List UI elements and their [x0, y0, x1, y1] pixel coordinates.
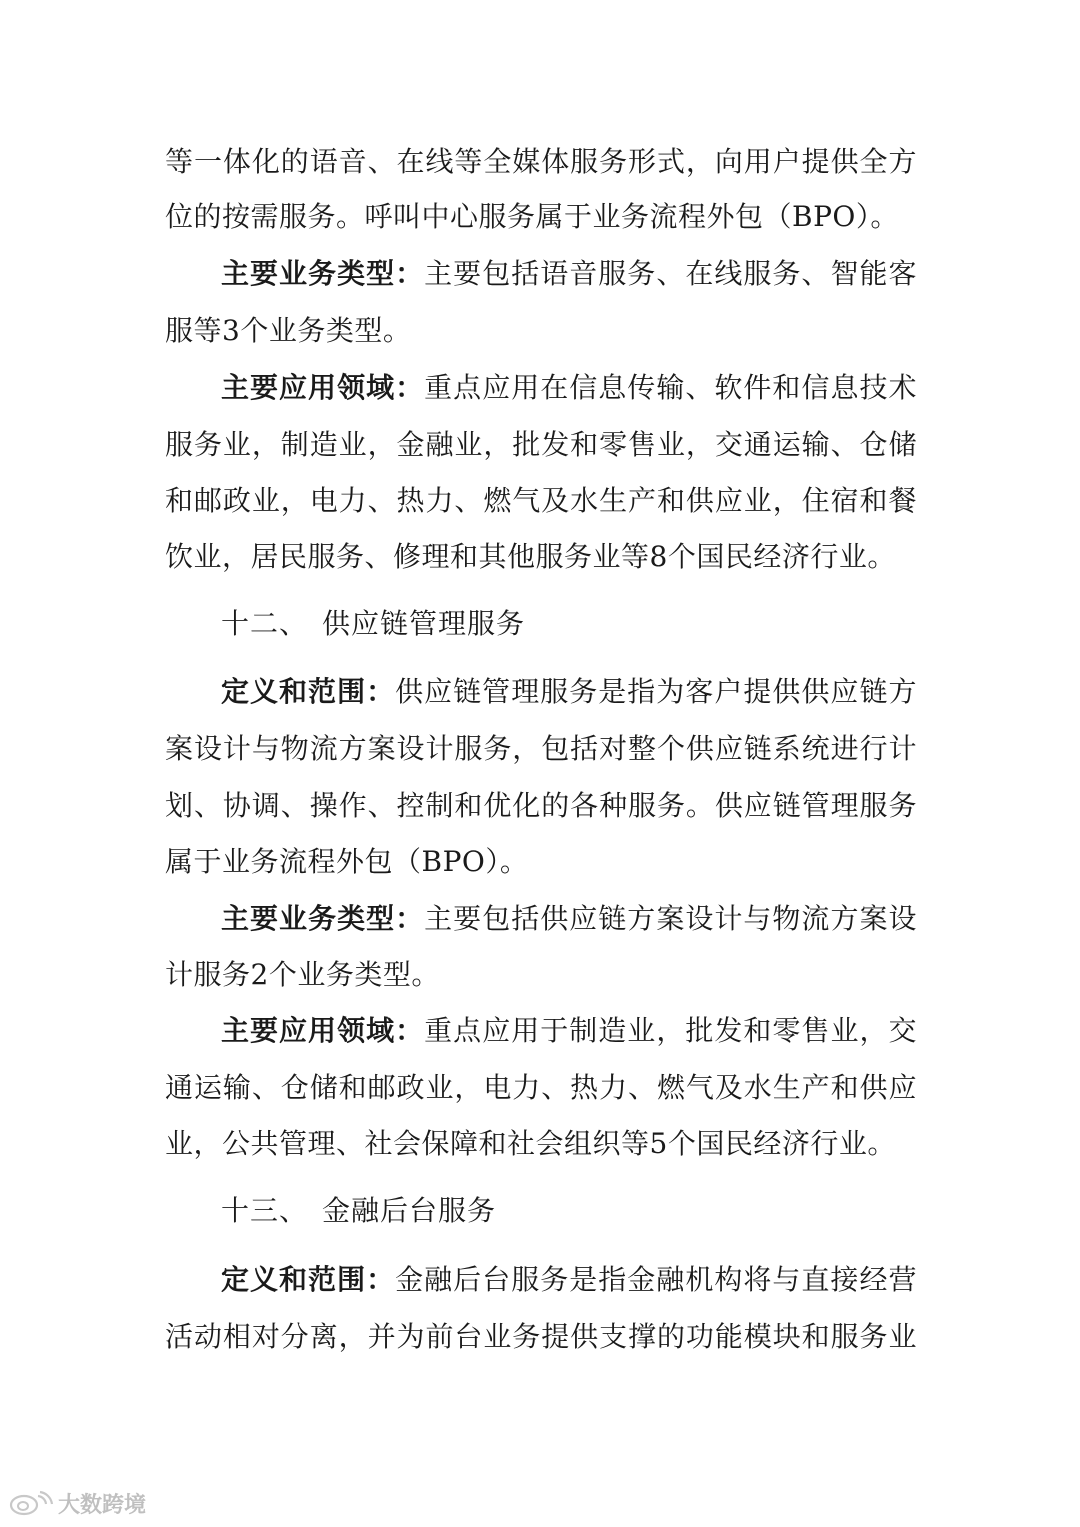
paragraph-line [221, 899, 917, 939]
weibo-logo-icon [8, 1490, 54, 1516]
paragraph-text: 重点应用于制造业，批发和零售业，交 [424, 1014, 917, 1047]
section-label: 主要应用领域： [221, 371, 425, 404]
watermark-text: 大数跨境 [58, 1492, 147, 1518]
heading-title: 供应链管理服务 [322, 607, 526, 640]
paragraph-text: 重点应用在信息传输、软件和信息技术 [424, 371, 917, 404]
paragraph-line [221, 672, 917, 712]
paragraph-line: 饮业，居民服务、修理和其他服务业等8个国民经济行业。 [165, 540, 896, 573]
paragraph-text: 主要包括语音服务、在线服务、智能客 [424, 257, 917, 290]
paragraph-line: 划、协调、操作、控制和优化的各种服务。供应链管理服务 [165, 789, 917, 822]
paragraph-text: 主要包括供应链方案设计与物流方案设 [424, 902, 917, 935]
heading-number: 十三、 [221, 1194, 309, 1227]
section-label: 定义和范围： [221, 675, 396, 708]
section-label: 主要业务类型： [221, 257, 425, 290]
paragraph-text: 金融后台服务是指金融机构将与直接经营 [395, 1263, 917, 1296]
paragraph-line: 服等3个业务类型。 [165, 314, 412, 347]
heading-number: 十二、 [221, 607, 309, 640]
paragraph-line: 位的按需服务。呼叫中心服务属于业务流程外包（BPO）。 [165, 200, 899, 233]
heading-title: 金融后台服务 [322, 1194, 497, 1227]
section-label: 主要应用领域： [221, 1014, 425, 1047]
paragraph-line [221, 368, 917, 408]
paragraph-line: 属于业务流程外包（BPO）。 [165, 845, 529, 878]
paragraph-line [221, 254, 917, 294]
paragraph-line [221, 1260, 917, 1300]
paragraph-line: 活动相对分离，并为前台业务提供支撑的功能模块和服务业 [165, 1320, 917, 1353]
section-heading [221, 604, 525, 644]
paragraph-line: 通运输、仓储和邮政业，电力、热力、燃气及水生产和供应 [165, 1071, 917, 1104]
paragraph-line: 案设计与物流方案设计服务，包括对整个供应链系统进行计 [165, 732, 917, 765]
paragraph-text: 供应链管理服务是指为客户提供供应链方 [395, 675, 917, 708]
paragraph-line: 和邮政业，电力、热力、燃气及水生产和供应业，住宿和餐 [165, 484, 917, 517]
paragraph-line: 计服务2个业务类型。 [165, 958, 440, 991]
paragraph-line: 服务业，制造业，金融业，批发和零售业，交通运输、仓储 [165, 428, 917, 461]
section-heading [221, 1191, 496, 1231]
watermark [8, 1488, 146, 1518]
paragraph-line: 等一体化的语音、在线等全媒体服务形式，向用户提供全方 [165, 145, 917, 178]
section-label: 主要业务类型： [221, 902, 425, 935]
section-label: 定义和范围： [221, 1263, 396, 1296]
paragraph-line: 业，公共管理、社会保障和社会组织等5个国民经济行业。 [165, 1127, 896, 1160]
paragraph-line [221, 1011, 917, 1051]
